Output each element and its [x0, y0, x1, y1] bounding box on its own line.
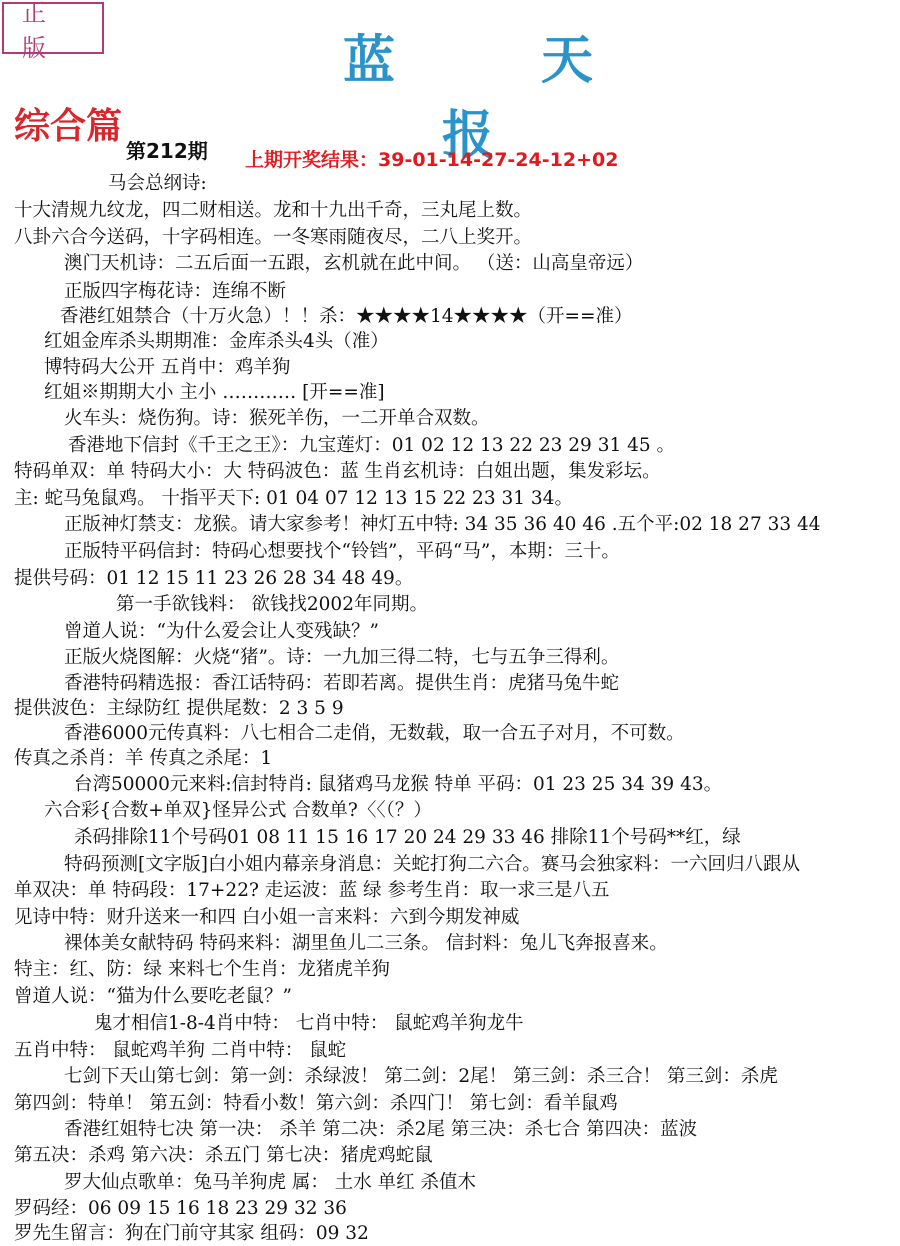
- last-draw-result: 上期开奖结果：39-01-14-27-24-12+02: [245, 149, 619, 171]
- text-line: 杀码排除11个号码01 08 11 15 16 17 20 24 29 33 46 排除11个号码**红，绿: [74, 827, 741, 848]
- text-line: 七剑下天山第七剑：第一剑：杀绿波！ 第二剑：2尾！ 第三剑：杀三合！ 第三剑：杀虎: [64, 1066, 778, 1087]
- text-line: 裸体美女献特码 特码来料：湖里鱼儿二三条。 信封料：兔儿飞奔报喜来。: [64, 933, 668, 954]
- text-line: 八卦六合今送码，十字码相连。一冬寒雨随夜尽，二八上奖开。: [14, 227, 533, 248]
- text-line: 红姐※期期大小 主小 ………… [开==准]: [44, 382, 385, 403]
- text-line: 罗先生留言：狗在门前守其家 组码：09 32: [14, 1223, 369, 1244]
- text-line: 提供波色：主绿防红 提供尾数：2 3 5 9: [14, 698, 344, 719]
- text-line: 正版神灯禁支：龙猴。请大家参考！神灯五中特: 34 35 36 40 46 .五个平:02 18 27 33 44: [64, 514, 821, 535]
- text-line: 罗大仙点歌单：兔马羊狗虎 属： 土水 单红 杀值木: [64, 1172, 477, 1193]
- text-line: 台湾50000元来料:信封特肖: 鼠猪鸡马龙猴 特单 平码：01 23 25 34 39 43。: [74, 774, 723, 795]
- text-line: 红姐金库杀头期期准：金库杀头4头（准）: [44, 331, 389, 352]
- text-line: 香港红姐禁合（十万火急）！！杀：★★★★14★★★★（开==准）: [60, 306, 633, 327]
- page-title: 蓝 天 报: [342, 31, 658, 166]
- text-line: 鬼才相信1-8-4肖中特： 七肖中特： 鼠蛇鸡羊狗龙牛: [94, 1013, 524, 1034]
- text-line: 五肖中特： 鼠蛇鸡羊狗 二肖中特： 鼠蛇: [14, 1040, 347, 1061]
- text-line: 香港地下信封《千王之王》：九宝莲灯：01 02 12 13 22 23 29 31 45 。: [68, 435, 676, 456]
- text-line: 特主：红、防：绿 来料七个生肖：龙猪虎羊狗: [14, 959, 390, 980]
- text-line: 香港红姐特七决 第一决： 杀羊 第二决：杀2尾 第三决：杀七合 第四决：蓝波: [64, 1119, 698, 1140]
- text-line: 第四剑：特单！ 第五剑：特看小数！第六剑：杀四门！ 第七剑：看羊鼠鸡: [14, 1093, 618, 1114]
- text-line: 罗码经：06 09 15 16 18 23 29 32 36: [14, 1198, 347, 1219]
- text-line: 单双决：单 特码段：17+22? 走运波：蓝 绿 参考生肖：取一求三是八五: [14, 880, 610, 901]
- section-heading: 综合篇: [14, 105, 123, 147]
- text-line: 特码单双：单 特码大小：大 特码波色：蓝 生肖玄机诗：白姐出题，集发彩坛。: [14, 461, 661, 482]
- text-line: 正版四字梅花诗：连绵不断: [64, 281, 287, 302]
- text-line: 第一手欲钱料： 欲钱找2002年同期。: [116, 594, 428, 615]
- text-line: 香港6000元传真料：八七相合二走俏，无数载，取一合五子对月，不可数。: [64, 723, 685, 744]
- text-line: 曾道人说：“猫为什么要吃老鼠？”: [14, 986, 292, 1007]
- text-line: 火车头：烧伤狗。诗：猴死羊伤，一二开单合双数。: [64, 408, 490, 429]
- text-line: 六合彩{合数+单双}怪异公式 合数单?〈〈（？）: [44, 800, 432, 821]
- text-line: 第五决：杀鸡 第六决：杀五门 第七决：猪虎鸡蛇鼠: [14, 1145, 433, 1166]
- text-line: 曾道人说：“为什么爱会让人变残缺？”: [64, 621, 379, 642]
- text-line: 博特码大公开 五肖中：鸡羊狗: [44, 357, 291, 378]
- edition-badge: 正 版: [2, 2, 104, 54]
- text-line: 提供号码：01 12 15 11 23 26 28 34 48 49。: [14, 568, 414, 589]
- text-line: 十大清规九纹龙，四二财相送。龙和十九出千奇，三丸尾上数。: [14, 200, 533, 221]
- text-line: 澳门天机诗：二五后面一五跟，玄机就在此中间。 （送：山高皇帝远）: [64, 253, 644, 274]
- text-line: 见诗中特：财升送来一和四 白小姐一言来料：六到今期发神威: [14, 907, 520, 928]
- text-line: 特码预测[文字版]白小姐内幕亲身消息：关蛇打狗二六合。赛马会独家料：一六回归八跟从: [64, 854, 800, 875]
- issue-number: 第212期: [126, 139, 208, 163]
- text-line: 香港特码精选报：香江话特码：若即若离。提供生肖：虎猪马兔牛蛇: [64, 673, 620, 694]
- text-line: 主: 蛇马兔鼠鸡。 十指平天下: 01 04 07 12 13 15 22 23 31 34。: [14, 488, 573, 509]
- text-line: 正版特平码信封：特码心想要找个“铃铛”，平码“马”，本期：三十。: [64, 541, 620, 562]
- text-line: 传真之杀肖：羊 传真之杀尾：1: [14, 748, 273, 769]
- text-line: 正版火烧图解：火烧“猪”。诗：一九加三得二特，七与五争三得利。: [64, 647, 620, 668]
- text-line: 马会总纲诗:: [108, 173, 207, 194]
